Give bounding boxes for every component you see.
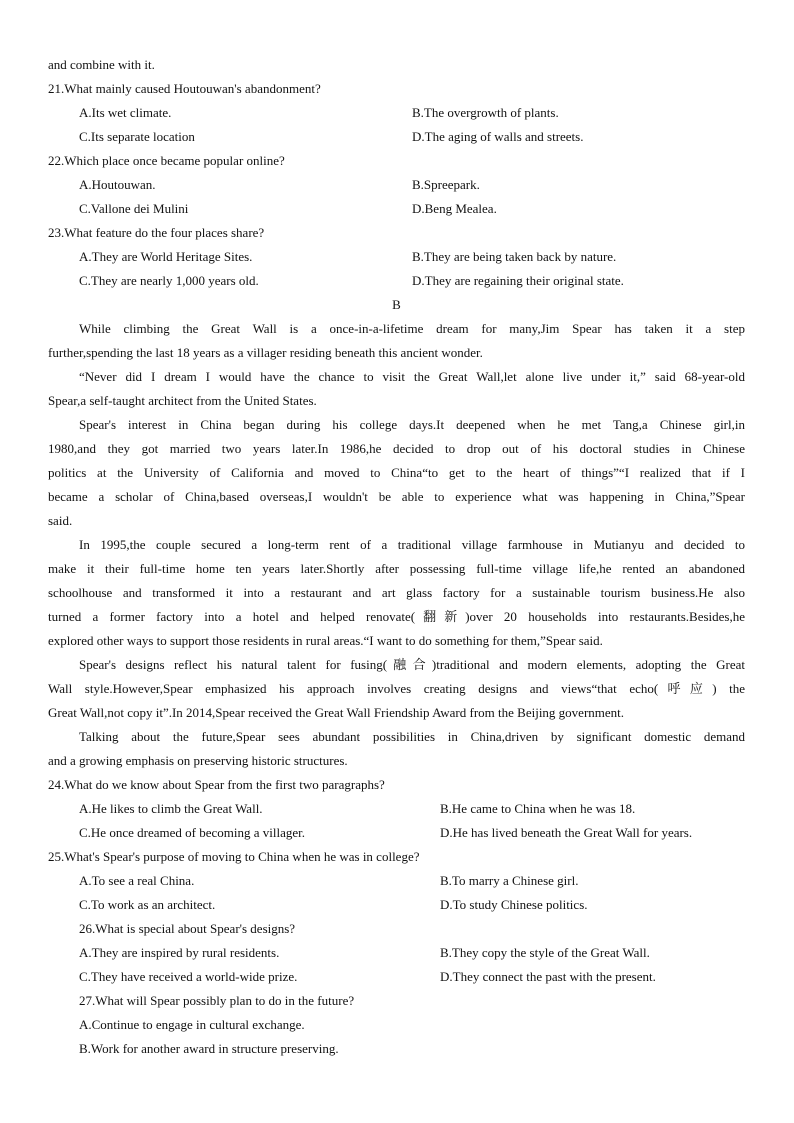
option-23-b: B.They are being taken back by nature.	[412, 249, 617, 264]
option-24-c: C.He once dreamed of becoming a villager.	[79, 825, 305, 840]
passage-paragraph-3	[48, 413, 745, 533]
question-26: 26.What is special about Spear's designs?	[79, 921, 296, 936]
passage-line: Wall style.However,Spear emphasized his approach involves creating designs and views“that echo(呼应) the	[48, 681, 745, 696]
passage-line: became a scholar of China,based overseas,I wouldn't be able to experience what was happening in China,”Spear	[48, 489, 745, 504]
options-row	[48, 269, 745, 293]
options-row	[48, 125, 745, 149]
option-24-b: B.He came to China when he was 18.	[440, 801, 636, 816]
question-24: 24.What do we know about Spear from the first two paragraphs?	[48, 777, 385, 792]
passage-line: turned a former factory into a hotel and helped renovate(翻新)over 20 households into restaurants.Besides,he	[48, 609, 745, 624]
options-row	[48, 893, 745, 917]
option-25-c: C.To work as an architect.	[79, 897, 216, 912]
question-27: 27.What will Spear possibly plan to do in the future?	[79, 993, 355, 1008]
section-heading: B	[392, 297, 401, 312]
options-row	[48, 941, 745, 965]
option-23-a: A.They are World Heritage Sites.	[79, 249, 253, 264]
passage-paragraph-6	[48, 725, 745, 773]
option-21-b: B.The overgrowth of plants.	[412, 105, 559, 120]
question-21: 21.What mainly caused Houtouwan's abandonment?	[48, 81, 321, 96]
options-row	[48, 173, 745, 197]
passage-line: Talking about the future,Spear sees abundant possibilities in China,driven by significant domestic demand	[79, 729, 745, 744]
option-22-d: D.Beng Mealea.	[412, 201, 497, 216]
passage-line: Spear's interest in China began during his college days.It deepened when he met Tang,a Chinese girl,in	[79, 417, 745, 432]
option-22-c: C.Vallone dei Mulini	[79, 201, 189, 216]
option-24-a: A.He likes to climb the Great Wall.	[79, 801, 263, 816]
passage-line: and a growing emphasis on preserving historic structures.	[48, 753, 348, 768]
exam-page	[48, 53, 745, 1061]
option-21-a: A.Its wet climate.	[79, 105, 172, 120]
passage-line: “Never did I dream I would have the chance to visit the Great Wall,let alone live under it,” said 68-year-old	[79, 369, 745, 384]
passage-paragraph-1	[48, 317, 745, 365]
option-24-d: D.He has lived beneath the Great Wall for years.	[440, 825, 693, 840]
passage-line: Spear's designs reflect his natural talent for fusing(融合)traditional and modern elements, adopting the Great	[79, 657, 745, 672]
option-26-a: A.They are inspired by rural residents.	[79, 945, 280, 960]
passage-line: In 1995,the couple secured a long-term rent of a traditional village farmhouse in Mutianyu and decided to	[79, 537, 745, 552]
options-row	[48, 101, 745, 125]
passage-line: further,spending the last 18 years as a villager residing beneath this ancient wonder.	[48, 345, 483, 360]
passage-line: Spear,a self-taught architect from the United States.	[48, 393, 317, 408]
option-25-d: D.To study Chinese politics.	[440, 897, 588, 912]
option-22-a: A.Houtouwan.	[79, 177, 156, 192]
passage-line: explored other ways to support those residents in rural areas.“I want to do something for them,”Spear said.	[48, 633, 603, 648]
passage-line: While climbing the Great Wall is a once-in-a-lifetime dream for many,Jim Spear has taken it a step	[79, 321, 745, 336]
option-22-b: B.Spreepark.	[412, 177, 480, 192]
passage-line: schoolhouse and transformed it into a restaurant and art glass factory for a sustainable tourism business.He also	[48, 585, 745, 600]
question-23: 23.What feature do the four places share?	[48, 225, 265, 240]
passage-line: politics at the University of California and moved to China“to get to the heart of things”“I realized that if I	[48, 465, 745, 480]
options-row	[48, 197, 745, 221]
passage-line: Great Wall,not copy it”.In 2014,Spear received the Great Wall Friendship Award from the Beijing government.	[48, 705, 625, 720]
option-26-d: D.They connect the past with the present.	[440, 969, 656, 984]
passage-line: 1980,and they got married two years later.In 1986,he decided to drop out of his doctoral studies in Chinese	[48, 441, 745, 456]
options-row	[48, 965, 745, 989]
continuation-line: and combine with it.	[48, 57, 155, 72]
option-26-c: C.They have received a world-wide prize.	[79, 969, 298, 984]
options-row	[48, 245, 745, 269]
passage-paragraph-2	[48, 365, 745, 413]
option-23-c: C.They are nearly 1,000 years old.	[79, 273, 259, 288]
options-row	[48, 869, 745, 893]
question-25: 25.What's Spear's purpose of moving to China when he was in college?	[48, 849, 420, 864]
option-21-c: C.Its separate location	[79, 129, 195, 144]
passage-paragraph-5	[48, 653, 745, 725]
passage-line: said.	[48, 513, 73, 528]
option-27-a: A.Continue to engage in cultural exchange.	[79, 1017, 305, 1032]
option-25-b: B.To marry a Chinese girl.	[440, 873, 579, 888]
question-22: 22.Which place once became popular online?	[48, 153, 285, 168]
options-row	[48, 821, 745, 845]
option-26-b: B.They copy the style of the Great Wall.	[440, 945, 650, 960]
passage-line: make it their full-time home ten years later.Shortly after possessing full-time village life,he rented an abandoned	[48, 561, 745, 576]
options-row	[48, 797, 745, 821]
option-23-d: D.They are regaining their original state.	[412, 273, 624, 288]
option-25-a: A.To see a real China.	[79, 873, 195, 888]
passage-paragraph-4	[48, 533, 745, 653]
option-27-b: B.Work for another award in structure preserving.	[79, 1041, 339, 1056]
option-21-d: D.The aging of walls and streets.	[412, 129, 584, 144]
